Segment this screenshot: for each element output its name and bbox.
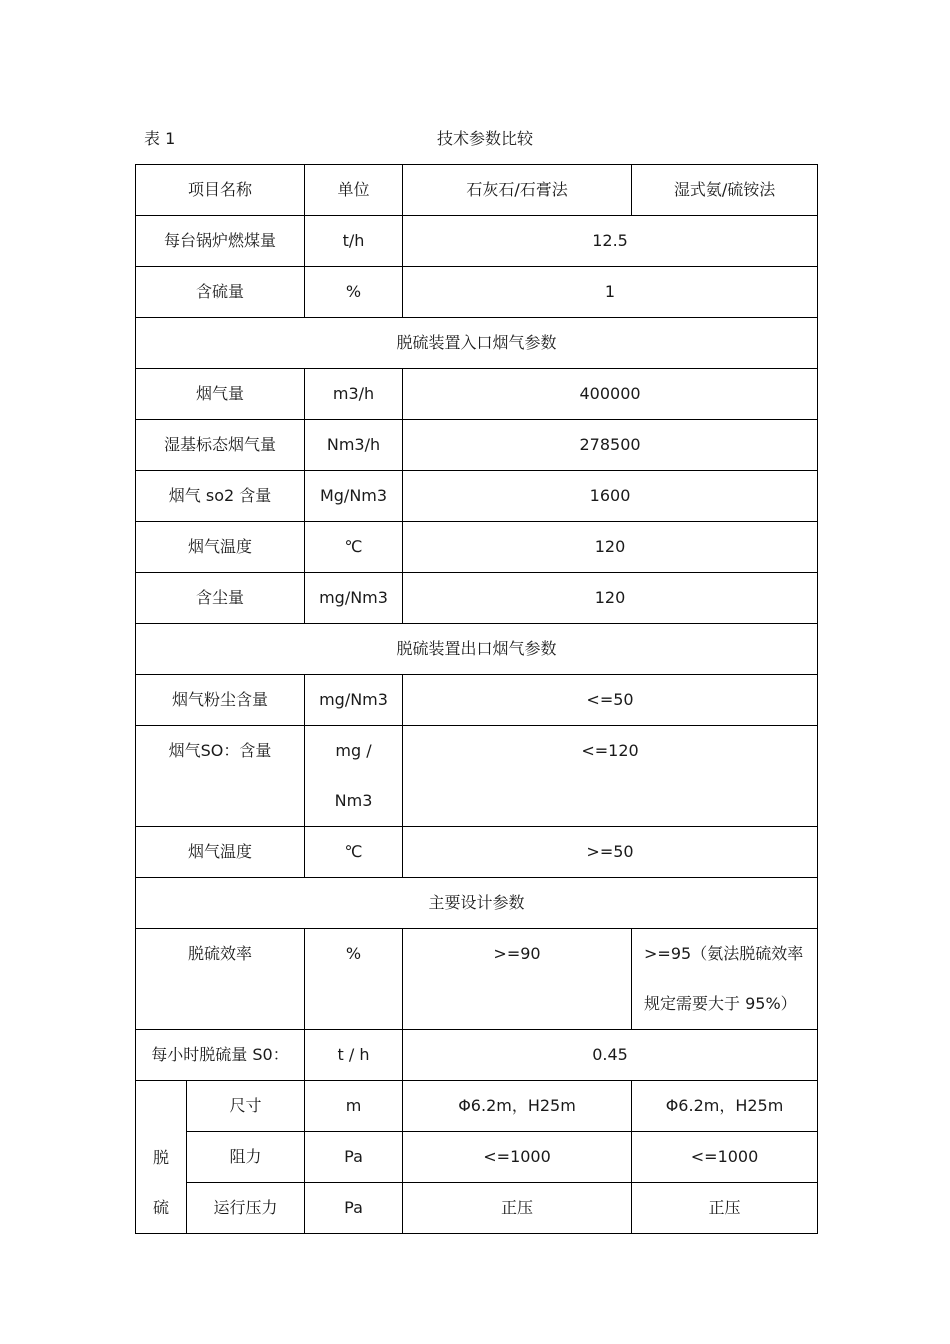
value-b-line-2: 规定需要大于 95%） [644,994,797,1013]
row-name: 每小时脱硫量 S0： [136,1030,305,1081]
section-row-outlet [136,624,818,675]
row-value: <=120 [403,726,818,827]
row-name: 脱硫效率 [136,929,305,1030]
row-value: 120 [403,573,818,624]
row-unit: Mg/Nm3 [305,471,403,522]
table-row [136,1081,818,1132]
row-name: 运行压力 [187,1183,305,1234]
header-col-a: 石灰石/石膏法 [403,165,632,216]
table-row [136,216,818,267]
row-name: 阻力 [187,1132,305,1183]
table-row [136,675,818,726]
table-row [136,827,818,878]
row-value: 1 [403,267,818,318]
section-title: 主要设计参数 [136,878,818,929]
table-label: 表 1 [144,129,176,148]
row-unit: m3/h [305,369,403,420]
row-name: 每台锅炉燃煤量 [136,216,305,267]
table-row [136,1183,818,1234]
row-value: 1600 [403,471,818,522]
value-b-line-1: >=95（氨法脱硫效率 [644,944,804,963]
unit-line-1: mg / [335,741,372,760]
row-unit: t/h [305,216,403,267]
table-row [136,267,818,318]
parameter-table [135,164,818,1234]
table-title: 技术参数比较 [436,129,533,148]
row-unit [305,726,403,827]
row-unit: % [305,267,403,318]
row-value: 400000 [403,369,818,420]
row-unit: m [305,1081,403,1132]
table-row [136,1030,818,1081]
row-name: 烟气粉尘含量 [136,675,305,726]
row-value: 0.45 [403,1030,818,1081]
header-col-b: 湿式氨/硫铵法 [632,165,818,216]
row-value-b [632,929,818,1030]
section-row-design [136,878,818,929]
row-value-a: 正压 [403,1183,632,1234]
row-name: 烟气SO：含量 [136,726,305,827]
row-name: 烟气 so2 含量 [136,471,305,522]
row-value-a: >=90 [403,929,632,1030]
row-unit: ℃ [305,827,403,878]
row-unit: ℃ [305,522,403,573]
row-value-b: 正压 [632,1183,818,1234]
row-unit: Pa [305,1183,403,1234]
section-title: 脱硫装置入口烟气参数 [136,318,818,369]
table-row [136,522,818,573]
row-name: 尺寸 [187,1081,305,1132]
row-name: 湿基标态烟气量 [136,420,305,471]
row-value: 278500 [403,420,818,471]
header-item: 项目名称 [136,165,305,216]
section-title: 脱硫装置出口烟气参数 [136,624,818,675]
table-row [136,929,818,1030]
row-value: <=50 [403,675,818,726]
row-name: 含尘量 [136,573,305,624]
section-row-inlet [136,318,818,369]
row-value: >=50 [403,827,818,878]
row-name: 烟气量 [136,369,305,420]
table-row [136,1132,818,1183]
table-row [136,573,818,624]
row-name: 烟气温度 [136,522,305,573]
table-row [136,726,818,827]
row-value-b: <=1000 [632,1132,818,1183]
row-unit: mg/Nm3 [305,573,403,624]
group-label [136,1081,187,1234]
row-value: 12.5 [403,216,818,267]
table-row [136,369,818,420]
row-value-a: Φ6.2m，H25m [403,1081,632,1132]
row-unit: mg/Nm3 [305,675,403,726]
row-unit: Nm3/h [305,420,403,471]
table-row [136,471,818,522]
header-unit: 单位 [305,165,403,216]
row-unit: t / h [305,1030,403,1081]
row-name: 含硫量 [136,267,305,318]
row-value-b: Φ6.2m，H25m [632,1081,818,1132]
row-unit: % [305,929,403,1030]
unit-line-2: Nm3 [334,791,373,810]
group-label-line-1: 脱 [152,1148,169,1167]
row-value: 120 [403,522,818,573]
group-label-line-2: 硫 [152,1198,169,1217]
row-name: 烟气温度 [136,827,305,878]
row-unit: Pa [305,1132,403,1183]
table-header-row [136,165,818,216]
row-value-a: <=1000 [403,1132,632,1183]
table-row [136,420,818,471]
